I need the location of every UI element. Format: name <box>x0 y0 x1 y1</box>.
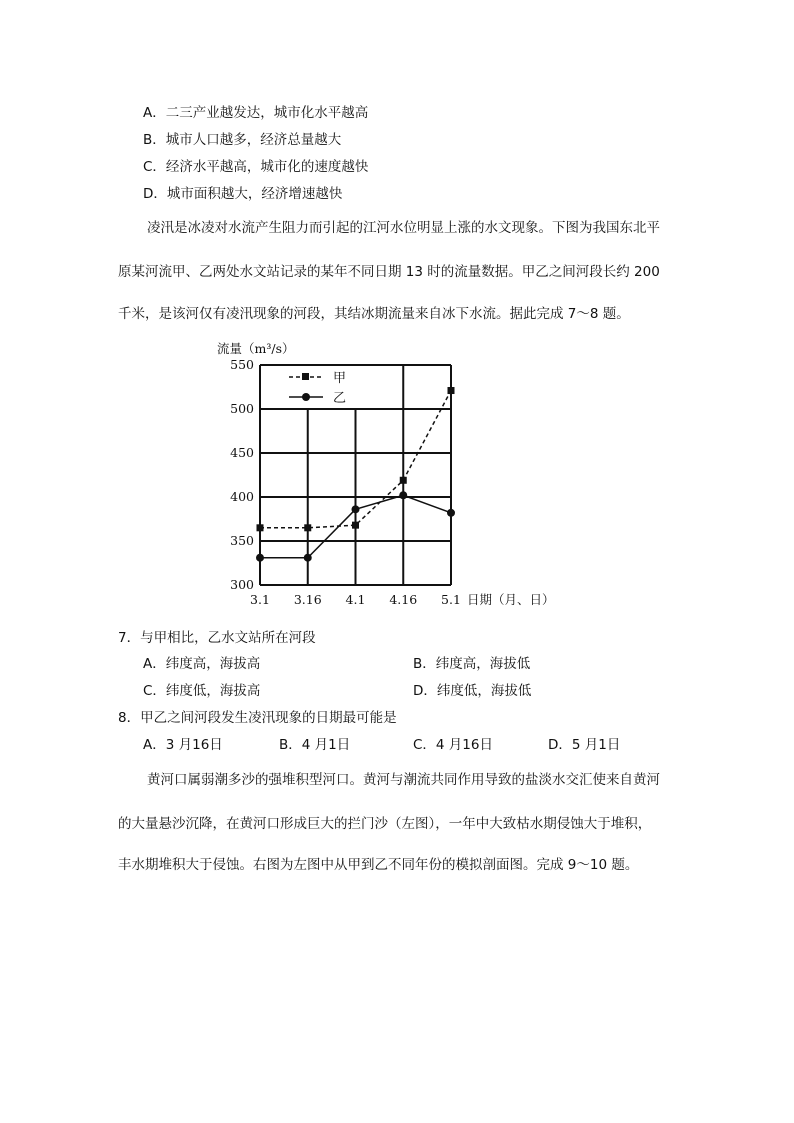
q6-option-d: D．城市面积越大，经济增速越快 <box>143 186 343 202</box>
y-tick-label-5: 550 <box>230 357 254 372</box>
q7-option-c: C．纬度低，海拔高 <box>143 683 261 699</box>
y-tick-label-4: 500 <box>230 401 254 416</box>
data-point-1-2 <box>352 505 360 513</box>
y-tick-label-1: 350 <box>230 533 254 548</box>
data-point-1-0 <box>256 554 264 562</box>
y-tick-labels <box>230 357 254 592</box>
legend-jia-label: 甲 <box>333 371 347 386</box>
q8-option-b: B．4 月1日 <box>279 737 351 753</box>
y-tick-label-0: 300 <box>230 577 254 592</box>
data-point-0-0 <box>257 524 264 531</box>
q8-option-d: D．5 月1日 <box>548 737 621 753</box>
y-axis-label: 流量（m³/s） <box>217 341 295 356</box>
q7-option-b: B．纬度高，海拔低 <box>413 656 531 672</box>
data-point-0-3 <box>400 477 407 484</box>
x-tick-label-0: 3.1 <box>250 592 270 607</box>
q6-option-b: B．城市人口越多，经济总量越大 <box>143 132 342 148</box>
passage1-line-1: 凌汛是冰凌对水流产生阻力而引起的江河水位明显上涨的水文现象。下图为我国东北平 <box>147 220 660 236</box>
data-point-0-4 <box>448 387 455 394</box>
data-point-0-1 <box>304 524 311 531</box>
passage2-line-3: 丰水期堆积大于侵蚀。右图为左图中从甲到乙不同年份的模拟剖面图。完成 9～10 题。 <box>118 857 639 873</box>
legend-yi-marker <box>302 393 310 401</box>
data-point-0-2 <box>352 522 359 529</box>
q6-option-a: A．二三产业越发达，城市化水平越高 <box>143 105 369 121</box>
legend-yi-label: 乙 <box>333 391 347 406</box>
passage1-line-2: 原某河流甲、乙两处水文站记录的某年不同日期 13 时的流量数据。甲乙之间河段长约 200 <box>118 264 660 280</box>
legend <box>273 366 367 408</box>
data-point-1-4 <box>447 509 455 517</box>
legend-jia-marker <box>302 373 309 380</box>
passage1-line-3: 千米，是该河仅有凌汛现象的河段，其结冰期流量来自冰下水流。据此完成 7～8 题。 <box>118 306 630 322</box>
passage2-line-1: 黄河口属弱潮多沙的强堆积型河口。黄河与潮流共同作用导致的盐淡水交汇使来自黄河 <box>147 772 660 788</box>
x-tick-label-4: 5.1 <box>441 592 461 607</box>
x-tick-label-3: 4.16 <box>389 592 418 607</box>
q7-stem: 7．与甲相比，乙水文站所在河段 <box>118 630 316 646</box>
x-axis-label: 日期（月、日） <box>467 592 555 607</box>
x-tick-labels <box>250 592 461 607</box>
q7-option-d: D．纬度低，海拔低 <box>413 683 532 699</box>
q6-option-c: C．经济水平越高，城市化的速度越快 <box>143 159 369 175</box>
q7-option-a: A．纬度高，海拔高 <box>143 656 261 672</box>
y-tick-label-3: 450 <box>230 445 254 460</box>
data-point-1-1 <box>304 554 312 562</box>
x-tick-label-2: 4.1 <box>345 592 366 607</box>
y-tick-label-2: 400 <box>230 489 254 504</box>
x-tick-label-1: 3.16 <box>293 592 322 607</box>
q8-stem: 8．甲乙之间河段发生凌汛现象的日期最可能是 <box>118 710 397 726</box>
q8-option-a: A．3 月16日 <box>143 737 223 753</box>
q8-option-c: C．4 月16日 <box>413 737 493 753</box>
passage2-line-2: 的大量悬沙沉降，在黄河口形成巨大的拦门沙（左图），一年中大致枯水期侵蚀大于堆积， <box>118 816 652 832</box>
flow-chart <box>213 338 563 614</box>
data-point-1-3 <box>399 491 407 499</box>
